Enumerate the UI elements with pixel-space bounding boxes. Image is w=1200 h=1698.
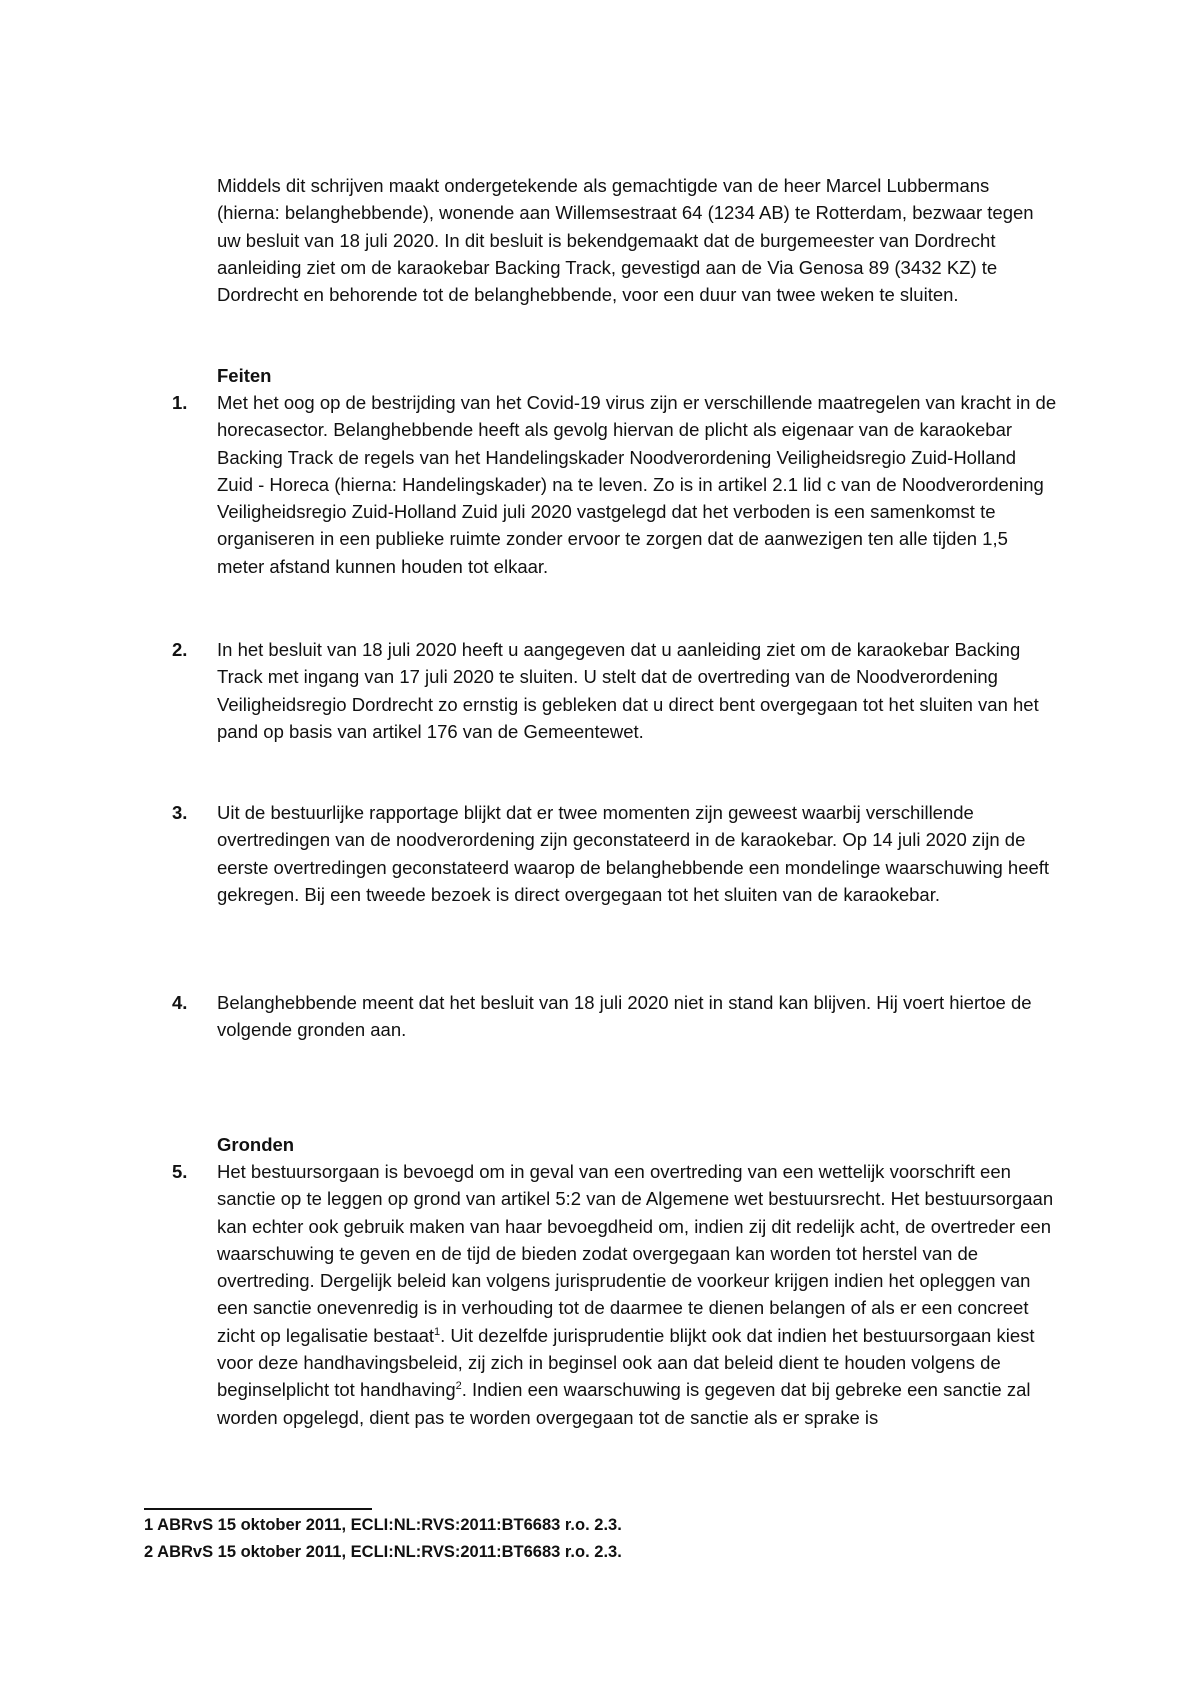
list-item-5 bbox=[172, 1158, 1057, 1431]
list-item-number: 2. bbox=[172, 639, 188, 660]
list-item-2 bbox=[172, 636, 1057, 745]
intro-paragraph: Middels dit schrijven maakt ondergetekende als gemachtigde van de heer Marcel Lubbermans (hierna: belanghebbende), wonende aan Willemsestraat 64 (1234 AB) te Rotterdam, bezwaar tegen uw besluit van 18 juli 2020. In dit besluit is bekendgemaakt dat de burgemeester van Dordrecht aanleiding ziet om de karaokebar Backing Track, gevestigd aan de Via Genosa 89 (3432 KZ) te Dordrecht en behorende tot de belanghebbende, voor een duur van twee weken te sluiten. bbox=[217, 175, 1034, 306]
list-item-text-part: . Indien een waarschuwing is gegeven dat bij gebreke een sanctie zal worden opgelegd, dient pas te worden overgegaan tot de sanctie als er sprake is bbox=[217, 1379, 1031, 1428]
footnote-divider bbox=[144, 1508, 372, 1510]
list-item-text-part: . Uit dezelfde jurisprudentie blijkt ook dat indien het bestuursorgaan kiest voor deze handhavingsbeleid, zij zich in beginsel ook aan dat beleid dient te houden volgens de beginselplicht tot handhaving bbox=[217, 1324, 1035, 1401]
list-item-text bbox=[217, 1158, 1057, 1431]
footnote-ref-1[interactable]: 1 bbox=[434, 1325, 441, 1338]
list-item-number: 4. bbox=[172, 992, 188, 1013]
section-heading-feiten: Feiten bbox=[217, 365, 272, 386]
section-heading-gronden: Gronden bbox=[217, 1134, 295, 1155]
list-item-number: 5. bbox=[172, 1161, 188, 1182]
list-item-number: 1. bbox=[172, 392, 188, 413]
list-item-text: Belanghebbende meent dat het besluit van 18 juli 2020 niet in stand kan blijven. Hij voert hiertoe de volgende gronden aan. bbox=[217, 992, 1032, 1041]
list-item-text: In het besluit van 18 juli 2020 heeft u aangegeven dat u aanleiding ziet om de karaokebar Backing Track met ingang van 17 juli 2020 te sluiten. U stelt dat de overtreding van de Noodverordening Veiligheidsregio Dordrecht zo ernstig is gebleken dat u direct bent overgegaan tot het sluiten van het pand op basis van artikel 176 van de Gemeentewet. bbox=[217, 639, 1039, 742]
list-item-text-part: Het bestuursorgaan is bevoegd om in geval van een overtreding van een wettelijk voorschrift een sanctie op te leggen op grond van artikel 5:2 van de Algemene wet bestuursrecht. Het bestuursorgaan kan echter ook gebruik maken van haar bevoegdheid om, indien zij dit redelijk acht, de overtreder een waarschuwing te geven en de tijd de bieden zodat overgegaan kan worden tot herstel van de overtreding. Dergelijk beleid kan volgens jurisprudentie de voorkeur krijgen indien het opleggen van een sanctie onevenredig is in verhouding tot de daarmee te dienen belangen of als er een concreet zicht op legalisatie bestaat bbox=[217, 1161, 1054, 1346]
list-item-number: 3. bbox=[172, 802, 188, 823]
list-item-4 bbox=[172, 989, 1057, 1044]
list-item-text: Met het oog op de bestrijding van het Covid-19 virus zijn er verschillende maatregelen van kracht in de horecasector. Belanghebbende heeft als gevolg hiervan de plicht als eigenaar van de karaokebar Backing Track de regels van het Handelingskader Noodverordening Veiligheidsregio Zuid-Holland Zuid - Horeca (hierna: Handelingskader) na te leven. Zo is in artikel 2.1 lid c van de Noodverordening Veiligheidsregio Zuid-Holland Zuid juli 2020 vastgelegd dat het verboden is een samenkomst te organiseren in een publieke ruimte zonder ervoor te zorgen dat de aanwezigen ten alle tijden 1,5 meter afstand kunnen houden tot elkaar. bbox=[217, 392, 1057, 577]
footnote-2: 2 ABRvS 15 oktober 2011, ECLI:NL:RVS:2011:BT6683 r.o. 2.3. bbox=[144, 1543, 622, 1561]
footnote-1: 1 ABRvS 15 oktober 2011, ECLI:NL:RVS:2011:BT6683 r.o. 2.3. bbox=[144, 1516, 622, 1534]
list-item-3 bbox=[172, 799, 1057, 908]
list-item-1 bbox=[172, 389, 1057, 580]
footnote-ref-2[interactable]: 2 bbox=[455, 1380, 462, 1393]
list-item-text: Uit de bestuurlijke rapportage blijkt dat er twee momenten zijn geweest waarbij verschillende overtredingen van de noodverordening zijn geconstateerd in de karaokebar. Op 14 juli 2020 zijn de eerste overtredingen geconstateerd waarop de belanghebbende een mondelinge waarschuwing heeft gekregen. Bij een tweede bezoek is direct overgegaan tot het sluiten van de karaokebar. bbox=[217, 802, 1050, 905]
